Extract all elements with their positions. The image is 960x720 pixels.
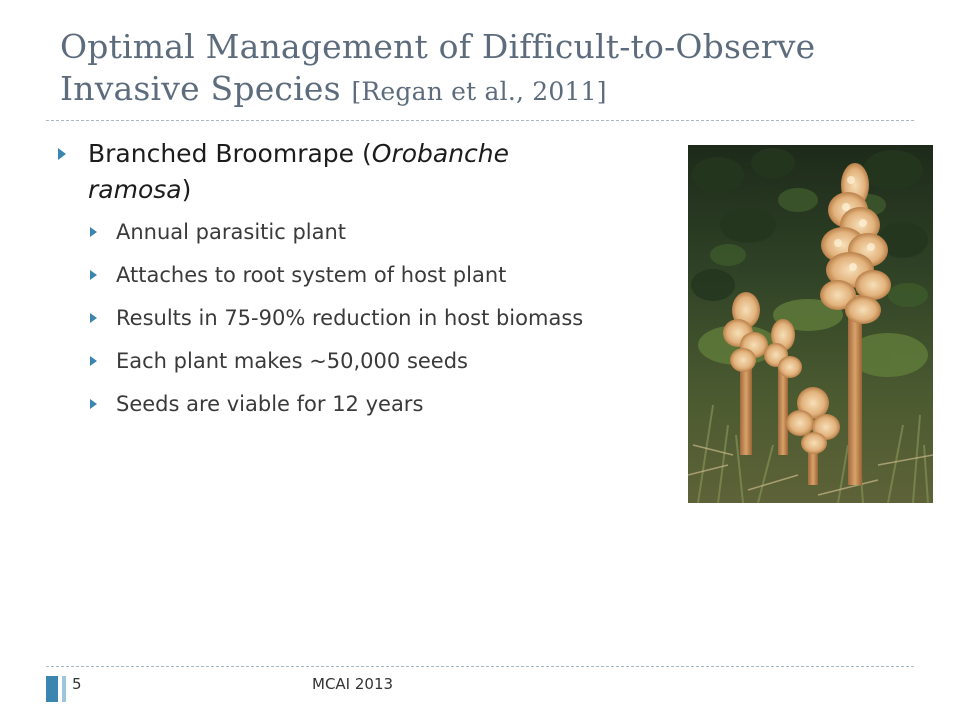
sub-bullet-text: Attaches to root system of host plant (116, 263, 507, 287)
sub-bullet (56, 218, 616, 247)
sub-bullet-list (56, 218, 616, 419)
footer-accent-bar-light (62, 676, 66, 702)
main-bullet-close: ) (181, 175, 192, 204)
sub-bullet-text: Seeds are viable for 12 years (116, 392, 424, 416)
main-bullet-text: Branched Broomrape ( (88, 139, 372, 168)
sub-bullet-text: Results in 75-90% reduction in host biomass (116, 306, 584, 330)
footer-text: MCAI 2013 (312, 675, 394, 693)
bullet-arrow-icon (90, 399, 97, 409)
main-bullet (56, 136, 616, 208)
broomrape-photo (688, 145, 933, 503)
sub-bullet (56, 390, 616, 419)
bullet-arrow-icon (90, 227, 97, 237)
bullet-arrow-icon (58, 148, 66, 160)
bullet-arrow-icon (90, 356, 97, 366)
title-main: Optimal Management of Difficult-to-Observe Invasive Species (60, 27, 816, 108)
title-citation: [Regan et al., 2011] (351, 77, 607, 106)
sub-bullet (56, 261, 616, 290)
sub-bullet-text: Annual parasitic plant (116, 220, 347, 244)
bullet-content (56, 136, 616, 433)
sub-bullet (56, 347, 616, 376)
slide-title (60, 26, 940, 113)
main-bullet-species: Orobanche ramosa (88, 139, 510, 204)
footer-divider (46, 666, 914, 667)
bullet-arrow-icon (90, 313, 97, 323)
sub-bullet-text: Each plant makes ~50,000 seeds (116, 349, 468, 373)
footer-accent-bar (46, 676, 58, 702)
bullet-arrow-icon (90, 270, 97, 280)
plant-illustration-icon (688, 145, 933, 503)
title-divider (46, 120, 914, 121)
page-number: 5 (72, 675, 82, 693)
sub-bullet (56, 304, 616, 333)
